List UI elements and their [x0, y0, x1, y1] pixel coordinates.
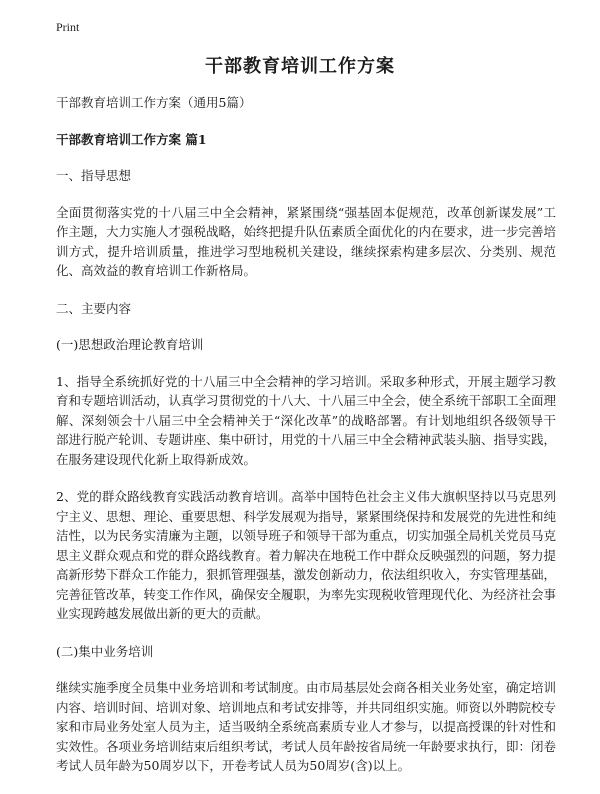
paragraph-business-training: 继续实施季度全员集中业务培训和考试制度。由市局基层处会商各相关业务处室，确定培训内容、培训时间、培训对象、培训地点和考试安排等，并共同组织实施。师资以外聘院校专家和市局业务处室人员为主，适当吸纳全系统高素质专业人才参与，以提高授课的针对性和实效性。各项业务培训结束后组织考试，考试人员年龄按省局统一年龄要求执行，即：闭卷考试人员年龄为50周岁以下，开卷考试人员为50周岁(含)以上。: [56, 680, 557, 773]
document-title: 干部教育培训工作方案: [205, 56, 395, 77]
heading-main-content: 二、主要内容: [56, 300, 132, 316]
paragraph-guiding-ideology: 全面贯彻落实党的十八届三中全会精神，紧紧围绕“强基固本促规范，改革创新谋发展”工作主题，大力实施人才强税战略，始终把提升队伍素质全面优化的内在要求，进一步完善培训方式，提升培训质量，推进学习型地税机关建设，继续探索构建多层次、分类别、规范化、高效益的教育培训工作新格局。: [56, 204, 557, 278]
document-body: [56, 93, 556, 794]
section-heading: 干部教育培训工作方案 篇1: [56, 131, 207, 147]
paragraph-item-2: 2、党的群众路线教育实践活动教育培训。高举中国特色社会主义伟大旗帜坚持以马克思列宁主义、思想、理论、重要思想、科学发展观为指导，紧紧围绕保持和发展党的先进性和纯洁性，以为民务实清廉为主题，以领导班子和领导干部为重点，切实加强全局机关党员马克思主义群众观点和党的群众路线教育。着力解决在地税工作中群众反映强烈的问题，努力提高新形势下群众工作能力，狠抓管理强基，激发创新动力，依法组织收入，夯实管理基础，完善征管改革，转变工作作风，确保安全履职，为率先实现税收管理现代化、为经济社会事业实现跨越发展做出新的更大的贡献。: [56, 489, 557, 621]
document-subtitle: 干部教育培训工作方案（通用5篇）: [56, 95, 252, 110]
subheading-political-education: (一)思想政治理论教育培训: [56, 337, 204, 352]
subheading-business-training: (二)集中业务培训: [56, 643, 154, 659]
print-label[interactable]: Print: [56, 20, 80, 34]
heading-guiding-ideology: 一、指导思想: [56, 168, 132, 183]
paragraph-item-1: 1、指导全系统抓好党的十八届三中全会精神的学习培训。采取多种形式，开展主题学习教育和专题培训活动，认真学习贯彻党的十八大、十八届三中全会，使全系统干部职工全面理解、深刻领会十八届三中全会精神关于“深化改革”的战略部署。有计划地组织各级领导干部进行脱产轮训、专题讲座、集中研讨，用党的十八届三中全会精神武装头脑、指导实践，在服务建设现代化新上取得新成效。: [56, 373, 557, 467]
